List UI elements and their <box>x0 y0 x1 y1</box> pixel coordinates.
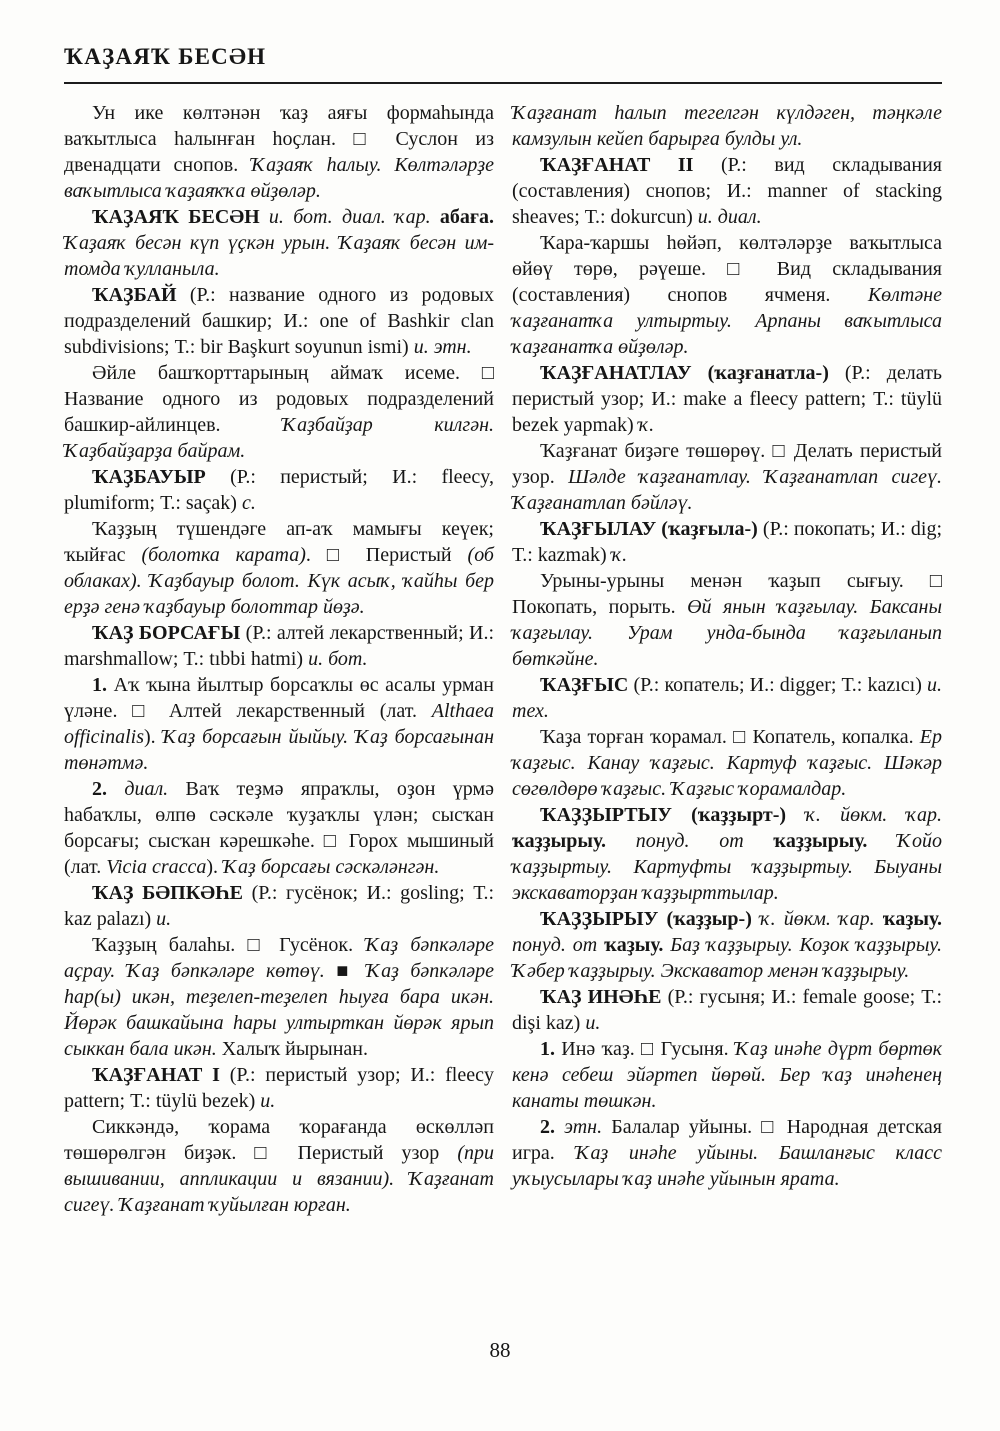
text-segment: Vicia cracca <box>106 856 207 879</box>
text-segment: и. бот. диал. ҡар. <box>268 206 440 229</box>
text-segment: ҠАҘАЯҠ БЕСӘН <box>92 206 269 229</box>
text-segment: Ун ике көлтәнән ҡаҙ аяғы формаһында ваҡытлыса һалынған һоҫлан. □ Суслон из двенадцати снопов. <box>64 102 494 177</box>
text-segment: (Р.: копатель; И.: digger; Т.: kazıcı) <box>633 674 927 697</box>
sense-1-paragraph <box>64 672 494 776</box>
text-segment: ҡ. <box>638 414 655 437</box>
definition-paragraph <box>512 568 942 672</box>
header-rule <box>64 82 942 84</box>
text-segment: Ҡаҙбайҙар килгән. Ҡаҙбайҙарҙа байрам. <box>64 414 494 463</box>
text-segment: ҡ. йөкм. ҡар. <box>760 908 883 931</box>
running-head: ҠАҘАЯҠ БЕСӘН <box>64 44 267 69</box>
entry-kazzyrtyu <box>512 802 942 906</box>
text-segment: и. <box>156 908 172 931</box>
right-column <box>512 100 942 1218</box>
entry-kazgylau <box>512 516 942 568</box>
text-segment: абаға. <box>439 206 494 229</box>
entry-kaz-borsagy <box>64 620 494 672</box>
entry-kazgys <box>512 672 942 724</box>
entry-kazbauyr <box>64 464 494 516</box>
text-segment: ҠАҘҒАНАТ I <box>92 1064 230 1087</box>
sense-2-paragraph <box>64 776 494 880</box>
entry-kazganat-1 <box>64 1062 494 1114</box>
text-segment: (Р.: перистый узор; И.: fleecy pattern; Т.: tüylü bezek) <box>64 1064 494 1113</box>
entry-kazzyryu <box>512 906 942 984</box>
text-segment: Ер ҡаҙғыс. Канау ҡаҙғыс. Картуф ҡаҙғыс. Шәкәр сөгөлдөрө ҡаҙғыс. Ҡаҙғыс ҡорамалдар. <box>512 726 942 801</box>
text-segment: (Р.: название одного из родовых подразделений башкир; И.: one of Bashkir clan subdivisions; Т.: bir Başkurt soyunun ismi) <box>64 284 494 359</box>
text-segment: и. <box>585 1012 601 1035</box>
text-segment: Шәлде ҡаҙғанатлау. Ҡаҙғанатлап сигеү. Ҡаҙғанатлап бәйләү. <box>512 466 942 515</box>
page-header <box>64 44 942 84</box>
definition-paragraph <box>512 724 942 802</box>
entry-kazganatlau <box>512 360 942 438</box>
definition-paragraph <box>512 230 942 360</box>
page-number: 88 <box>489 1338 511 1362</box>
text-segment: . □ Перистый <box>305 544 468 567</box>
text-segment: 2. <box>92 778 125 801</box>
text-segment: Ҡаҙҙың балаһы. □ Гусёнок. <box>92 934 366 957</box>
text-segment: ). <box>144 726 163 749</box>
definition-paragraph <box>64 516 494 620</box>
text-segment: и. бот. <box>308 648 368 671</box>
text-segment: с. <box>241 492 256 515</box>
text-segment: (Р.: гусыня; И.: female goose; Т.: dişi kaz) <box>512 986 942 1035</box>
text-segment: и. этн. <box>413 336 472 359</box>
text-segment: Ҡаҙаяҡ бесән күп үҫкән урын. Ҡаҙаяҡ бесән им-томда ҡулланыла. <box>64 232 494 281</box>
text-segment: (Р.: алтей лекарственный; И.: marshmallow; Т.: tıbbi hatmi) <box>64 622 494 671</box>
text-segment: ҠАҘБАУЫР <box>92 466 231 489</box>
text-segment: Халыҡ йырынан. <box>216 1038 368 1061</box>
text-segment: ҡаҙыу. <box>882 908 942 931</box>
text-segment: Ҡаҙғанат биҙәге төшөрөү. □ Делать перистый узор. <box>512 440 942 489</box>
text-segment: Инә ҡаҙ. □ Гусыня. <box>561 1038 735 1061</box>
entry-kazayak-besan <box>64 204 494 282</box>
text-segment: (Р.: вид складывания (составления) снопов; И.: manner of stacking sheaves; Т.: dokurcun) <box>512 154 942 229</box>
text-segment: Ҡаҙ инәһе дүрт бөртөк кенә себеш эйәртеп йөрөй. Бер ҡаҙ инәһенең канаты төшкән. <box>512 1038 943 1113</box>
text-segment: Аҡ ҡына йылтыр борсаҡлы өс асалы урман үләне. □ Алтей лекарственный (лат. <box>64 674 495 723</box>
definition-paragraph <box>512 438 942 516</box>
text-segment: 1. <box>540 1038 562 1061</box>
text-segment: Ҡаҙ бәпкәләре аҫрау. Ҡаҙ бәпкәләре көтөү. <box>64 934 495 983</box>
text-segment: Сиккәндә, ҡорама ҡорағанда өскөлләп төшөрөлгән биҙәк. □ Перистый узор <box>64 1116 494 1165</box>
text-segment: (при вышивании, аппликации и вязании). Ҡаҙғанат сигеү. Ҡаҙғанат ҡуйылған юрған. <box>64 1142 494 1217</box>
text-segment: Ҡаҙ инәһе уйыны. Башланғыс класс уҡыусылары ҡаҙ инәһе уйынын ярата. <box>512 1142 942 1191</box>
text-segment: ҡаҙҙырыу. <box>773 830 897 853</box>
text-segment: Ҡойо ҡаҙҙыртыу. Картуфты ҡаҙҙыртыу. Быуаны экскаваторҙан ҡаҙҙырттылар. <box>512 830 942 905</box>
text-segment: Ҡара-ҡаршы һөйәп, көлтәләрҙе ваҡытлыса өйөү төрө, рәүеше. □ Вид складывания (составления) снопов ячменя. <box>512 232 942 307</box>
text-segment: ҡ. <box>611 544 628 567</box>
text-segment: ҠАҘҒАНАТ II <box>540 154 721 177</box>
sense-1-paragraph <box>512 1036 942 1114</box>
text-segment: (Р.: перистый; И.: fleecy, plumiform; Т.: saçak) <box>64 466 494 515</box>
text-segment: Әйле башҡорттарының аймаҡ исеме. □ Название одного из родовых подразделений башкир-айлинцев. <box>64 362 494 437</box>
text-segment: ҠАҘ ИНӘҺЕ <box>540 986 668 1009</box>
text-segment: Өй янын ҡаҙғылау. Баксаны ҡаҙғылау. Урам унда-бында ҡаҙғыланып бөткәйне. <box>512 596 942 671</box>
text-segment: ҡ. йөкм. ҡар. <box>805 804 942 827</box>
text-segment: ■ <box>324 960 367 983</box>
text-segment: Баҙ ҡаҙҙырыу. Коҙок ҡаҙҙырыу. Ҡәбер ҡаҙҙырыу. Экскаватор менән ҡаҙҙырыу. <box>512 934 942 983</box>
text-segment: Урыны-урыны менән ҡаҙып сығыу. □ Покопать, порыть. <box>512 570 942 619</box>
text-segment: Ҡаҙ борсағы сәскәләнгән. <box>223 856 440 879</box>
text-segment: и. диал. <box>697 206 762 229</box>
text-segment: и. тех. <box>512 674 942 723</box>
text-segment: Ҡаҙҙың түшендәге ап-аҡ мамығы кеүек; ҡыйғас <box>64 518 494 567</box>
sense-2-paragraph <box>512 1114 942 1192</box>
text-segment: ҡаҙыу. <box>604 934 671 957</box>
text-segment: ҡаҙҙырыу. <box>512 830 636 853</box>
text-segment: Ҡаҙа торған ҡорамал. □ Копатель, копалка. <box>540 726 920 749</box>
text-segment: 2. <box>540 1116 565 1139</box>
text-segment: Ҡаҙаяҡ һалыу. Көлтәләрҙе ваҡытлыса ҡаҙаяҡҡа өйҙөләр. <box>64 154 494 203</box>
text-segment: ). <box>206 856 224 879</box>
text-segment: ҠАҘҘЫРЫУ (ҡаҙҙыр-) <box>540 908 761 931</box>
text-segment: (Р.: гусёнок; И.: gosling; Т.: kaz palazı) <box>64 882 495 931</box>
text-segment: ҠАҘҒЫС <box>540 674 634 697</box>
entry-kaz-bapkahe <box>64 880 494 932</box>
entry-kazbay <box>64 282 494 360</box>
text-segment: ҠАҘҘЫРТЫУ (ҡаҙҙырт-) <box>540 804 806 827</box>
text-segment: Ваҡ теҙмә япраҡлы, оҙон үрмә һабаҡлы, өлпө сәскәле ҡуҙаҡлы үлән; сысҡан борсағы; сысҡан кәрешкәһе. □ Горох мышиный (лат. <box>64 778 495 879</box>
definition-paragraph <box>64 1114 494 1218</box>
text-segment: Көлтәне ҡаҙғанатҡа ултыртыу. Арпаны ваҡытлыса ҡаҙғанатҡа өйҙөләр. <box>512 284 942 359</box>
left-column <box>64 100 494 1218</box>
text-segment: (Р.: покопать; И.: dig; Т.: kazmak) <box>512 518 943 567</box>
definition-paragraph <box>64 360 494 464</box>
entry-kaz-inahe <box>512 984 942 1036</box>
text-segment: Балалар уйыны. □ Народная детская игра. <box>512 1116 942 1165</box>
text-segment: ҠАҘ БОРСАҒЫ <box>92 622 246 645</box>
text-segment: этн. <box>564 1116 612 1139</box>
continuation-paragraph <box>512 100 942 152</box>
definition-paragraph <box>64 100 494 204</box>
text-segment: ҠАҘ БӘПКӘҺЕ <box>92 882 252 905</box>
text-columns <box>64 100 942 1218</box>
definition-paragraph <box>64 932 494 1062</box>
text-segment: Ҡаҙғанат һалып тегелгән күлдәген, тәңкәле камзулын кейеп барырға булды ул. <box>512 102 942 151</box>
text-segment: ҠАҘҒЫЛАУ (ҡаҙғыла-) <box>540 518 763 541</box>
text-segment: Althaea officinalis <box>64 700 494 749</box>
text-segment: понуд. от <box>512 934 605 957</box>
text-segment: (болотка карата) <box>141 544 306 567</box>
text-segment: понуд. от <box>635 830 774 853</box>
text-segment: ҠАҘБАЙ <box>92 284 190 307</box>
text-segment: Ҡаҙ бәпкәләре һар(ы) икән, теҙелеп-теҙелеп һыуға бара икән. Йөрәк башкайына һары ултырткан йөрәк ярып сыккан бала икән. <box>64 960 495 1061</box>
text-segment: ҠАҘҒАНАТЛАУ (ҡаҙғанатла-) <box>540 362 845 385</box>
text-segment: диал. <box>124 778 186 801</box>
text-segment: Ҡаҙ борсағын йыйыу. Ҡаҙ борсағынан төнәтмә. <box>64 726 494 775</box>
text-segment: (Р.: делать перистый узор; И.: make a fleecy pattern; Т.: tüylü bezek yapmak) <box>512 362 942 437</box>
text-segment: и. <box>260 1090 276 1113</box>
text-segment: 1. <box>92 674 114 697</box>
entry-kazganat-2 <box>512 152 942 230</box>
text-segment: (об облаках). Ҡаҙбауыр болот. Күк асыҡ, ҡайһы бер ерҙә генә ҡаҙбауыр болоттар йөҙә. <box>64 544 494 619</box>
